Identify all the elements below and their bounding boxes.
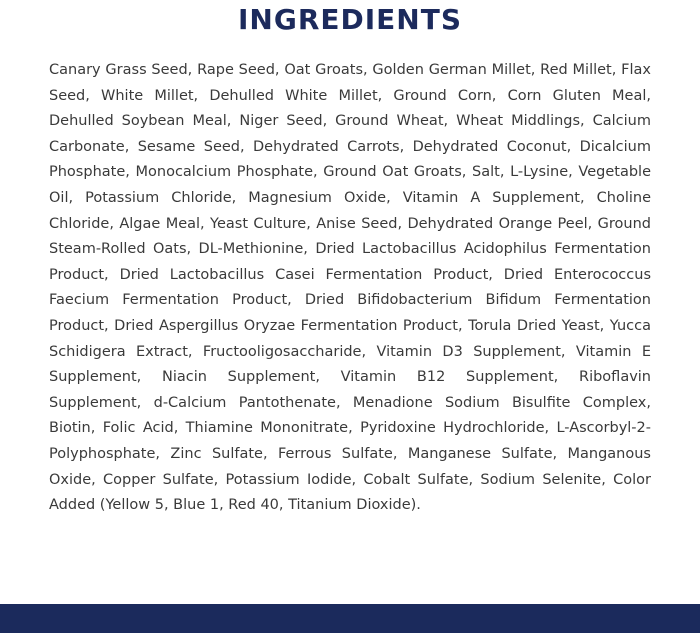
footer-band [0, 604, 700, 633]
ingredients-heading: INGREDIENTS [237, 3, 462, 36]
ingredients-list-text: Canary Grass Seed, Rape Seed, Oat Groats, Golden German Millet, Red Millet, Flax Seed, White Millet, Dehulled White Millet, Ground Corn, Corn Gluten Meal, Dehulled Soybean Meal, Niger Seed, Ground Wheat, Wheat Middlings, Calcium Carbonate, Sesame Seed, Dehydrated Carrots, Dehydrated Coconut, Dicalcium Phosphate, Monocalcium Phosphate, Ground Oat Groats, Salt, L-Lysine, Vegetable Oil, Potassium Chloride, Magnesium Oxide, Vitamin A Supplement, Choline Chloride, Algae Meal, Yeast Culture, Anise Seed, Dehydrated Orange Peel, Ground Steam-Rolled Oats, DL-Methionine, Dried Lactobacillus Acidophilus Fermentation Product, Dried Lactobacillus Casei Fermentation Product, Dried Enterococcus Faecium Fermentation Product, Dried Bifidobacterium Bifidum Fermentation Product, Dried Aspergillus Oryzae Fermentation Product, Torula Dried Yeast, Yucca Schidigera Extract, Fructooligosaccharide, Vitamin D3 Supplement, Vitamin E Supplement, Niacin Supplement, Vitamin B12 Supplement, Riboflavin Supplement, d-Calcium Pantothenate, Menadione Sodium Bisulfite Complex, Biotin, Folic Acid, Thiamine Mononitrate, Pyridoxine Hydrochloride, L-Ascorbyl-2-Polyphosphate, Zinc Sulfate, Ferrous Sulfate, Manganese Sulfate, Manganous Oxide, Copper Sulfate, Potassium Iodide, Cobalt Sulfate, Sodium Selenite, Color Added (Yellow 5, Blue 1, Red 40, Titanium Dioxide). [49, 62, 651, 514]
